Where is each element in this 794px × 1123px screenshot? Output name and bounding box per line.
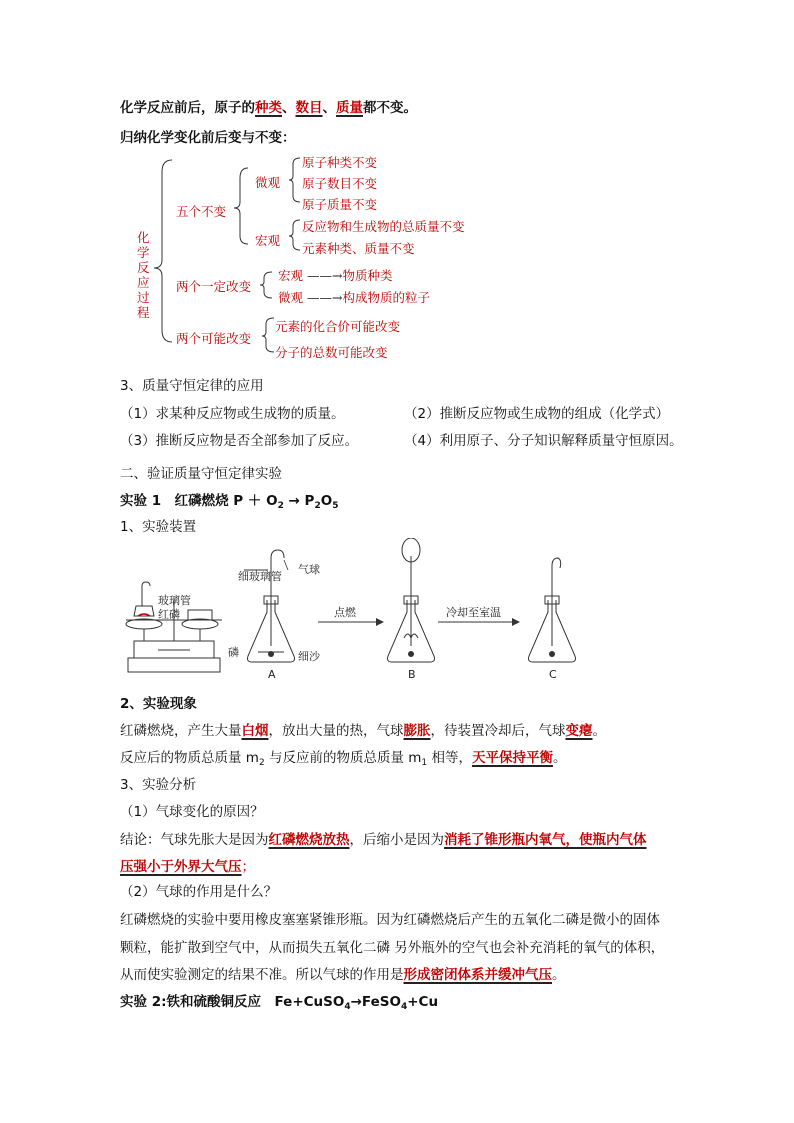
answer-kind: 种类 bbox=[255, 100, 282, 116]
applications-title: 3、质量守恒定律的应用 bbox=[120, 378, 264, 394]
question-2: （2）气球的作用是什么？ bbox=[120, 884, 278, 900]
phenomena-line-2: 反应后的物质总质量 $m_2$ 与反应前的物质总质量 $m_1$ 相等，天平保持平衡。 bbox=[120, 750, 567, 768]
five-unchanged-label: 五个不变 bbox=[176, 204, 227, 219]
paragraph-line-last: 从而使实验测定的结果不准。所以气球的作用是形成密闭体系并缓冲气压。 bbox=[120, 967, 566, 983]
flask-b-icon bbox=[388, 538, 435, 662]
conclusion-line-2: 压强小于外界大气压； bbox=[120, 859, 255, 875]
phenomena-title: 2、实验现象 bbox=[120, 696, 197, 712]
apparatus-figure bbox=[120, 538, 600, 688]
question-1: （1）气球变化的原因？ bbox=[120, 804, 264, 820]
answer-mass: 质量 bbox=[336, 100, 363, 116]
micro-item: 原子数目不变 bbox=[302, 176, 378, 191]
macro-item: 元素种类、质量不变 bbox=[302, 241, 415, 256]
application-item: （1）求某种反应物或生成物的质量。 bbox=[120, 406, 345, 422]
micro-item: 原子种类不变 bbox=[302, 155, 378, 170]
flask-a-label-phosphorus: 磷 bbox=[228, 646, 239, 659]
experiment-2-title: 实验 2:铁和硫酸铜反应 Fe+CuSO$_4$→FeSO$_4$+Cu bbox=[120, 994, 439, 1012]
analysis-title: 3、实验分析 bbox=[120, 777, 197, 793]
balance-label-tube: 玻璃管 bbox=[158, 594, 191, 607]
paragraph-line: 红磷燃烧的实验中要用橡皮塞塞紧锥形瓶。因为红磷燃烧后产生的五氧化二磷是微小的固体 bbox=[120, 912, 660, 928]
step-ignite: 点燃 bbox=[334, 606, 356, 619]
flask-label: B bbox=[408, 668, 416, 681]
step-cool: 冷却至室温 bbox=[446, 606, 501, 619]
experiment-1-title: 实验 1 红磷燃烧 $P + O_2 \to P_2O_5$ bbox=[120, 493, 339, 511]
micro-label: 微观 bbox=[255, 175, 281, 190]
answer-number: 数目 bbox=[295, 100, 323, 116]
application-item: （3）推断反应物是否全部参加了反应。 bbox=[120, 433, 359, 449]
micro-item: 原子质量不变 bbox=[302, 197, 378, 212]
may-item: 分子的总数可能改变 bbox=[275, 345, 388, 360]
phenomena-line-1: 红磷燃烧，产生大量白烟，放出大量的热，气球膨胀，待装置冷却后，气球变瘪。 bbox=[120, 723, 606, 739]
must-row-macro: 宏观 ——→物质种类 bbox=[278, 268, 393, 283]
flask-label: C bbox=[549, 668, 557, 681]
must-row-micro: 微观 ——→构成物质的粒子 bbox=[278, 290, 430, 305]
application-item: （4）利用原子、分子知识解释质量守恒原因。 bbox=[404, 433, 683, 449]
balance-label-phosphorus: 红磷 bbox=[158, 608, 180, 621]
paragraph-line: 颗粒，能扩散到空气中，从而损失五氧化二磷 另外瓶外的空气也会补充消耗的氧气的体积， bbox=[120, 940, 665, 956]
application-item: （2）推断反应物或生成物的组成（化学式） bbox=[404, 406, 670, 422]
flask-a-label-tube: 细玻璃管 bbox=[238, 570, 282, 583]
conservation-statement: 化学反应前后，原子的种类、数目、质量都不变。 bbox=[120, 100, 417, 116]
summary-title: 归纳化学变化前后变与不变： bbox=[120, 130, 296, 146]
section-title: 二、验证质量守恒定律实验 bbox=[120, 466, 282, 482]
two-must-label: 两个一定改变 bbox=[176, 279, 252, 294]
may-item: 元素的化合价可能改变 bbox=[275, 319, 401, 334]
macro-item: 反应物和生成物的总质量不变 bbox=[302, 219, 465, 234]
conclusion-line-1: 结论：气球先胀大是因为红磷燃烧放热，后缩小是因为消耗了锥形瓶内氧气，使瓶内气体 bbox=[120, 832, 647, 848]
macro-label: 宏观 bbox=[255, 233, 281, 248]
flask-a-label-sand: 细沙 bbox=[298, 650, 320, 663]
flask-c-icon bbox=[529, 558, 576, 662]
flask-a-label-balloon: 气球 bbox=[298, 563, 320, 576]
two-may-label: 两个可能改变 bbox=[176, 331, 252, 346]
flask-label: A bbox=[268, 668, 276, 681]
apparatus-title: 1、实验装置 bbox=[120, 519, 197, 535]
